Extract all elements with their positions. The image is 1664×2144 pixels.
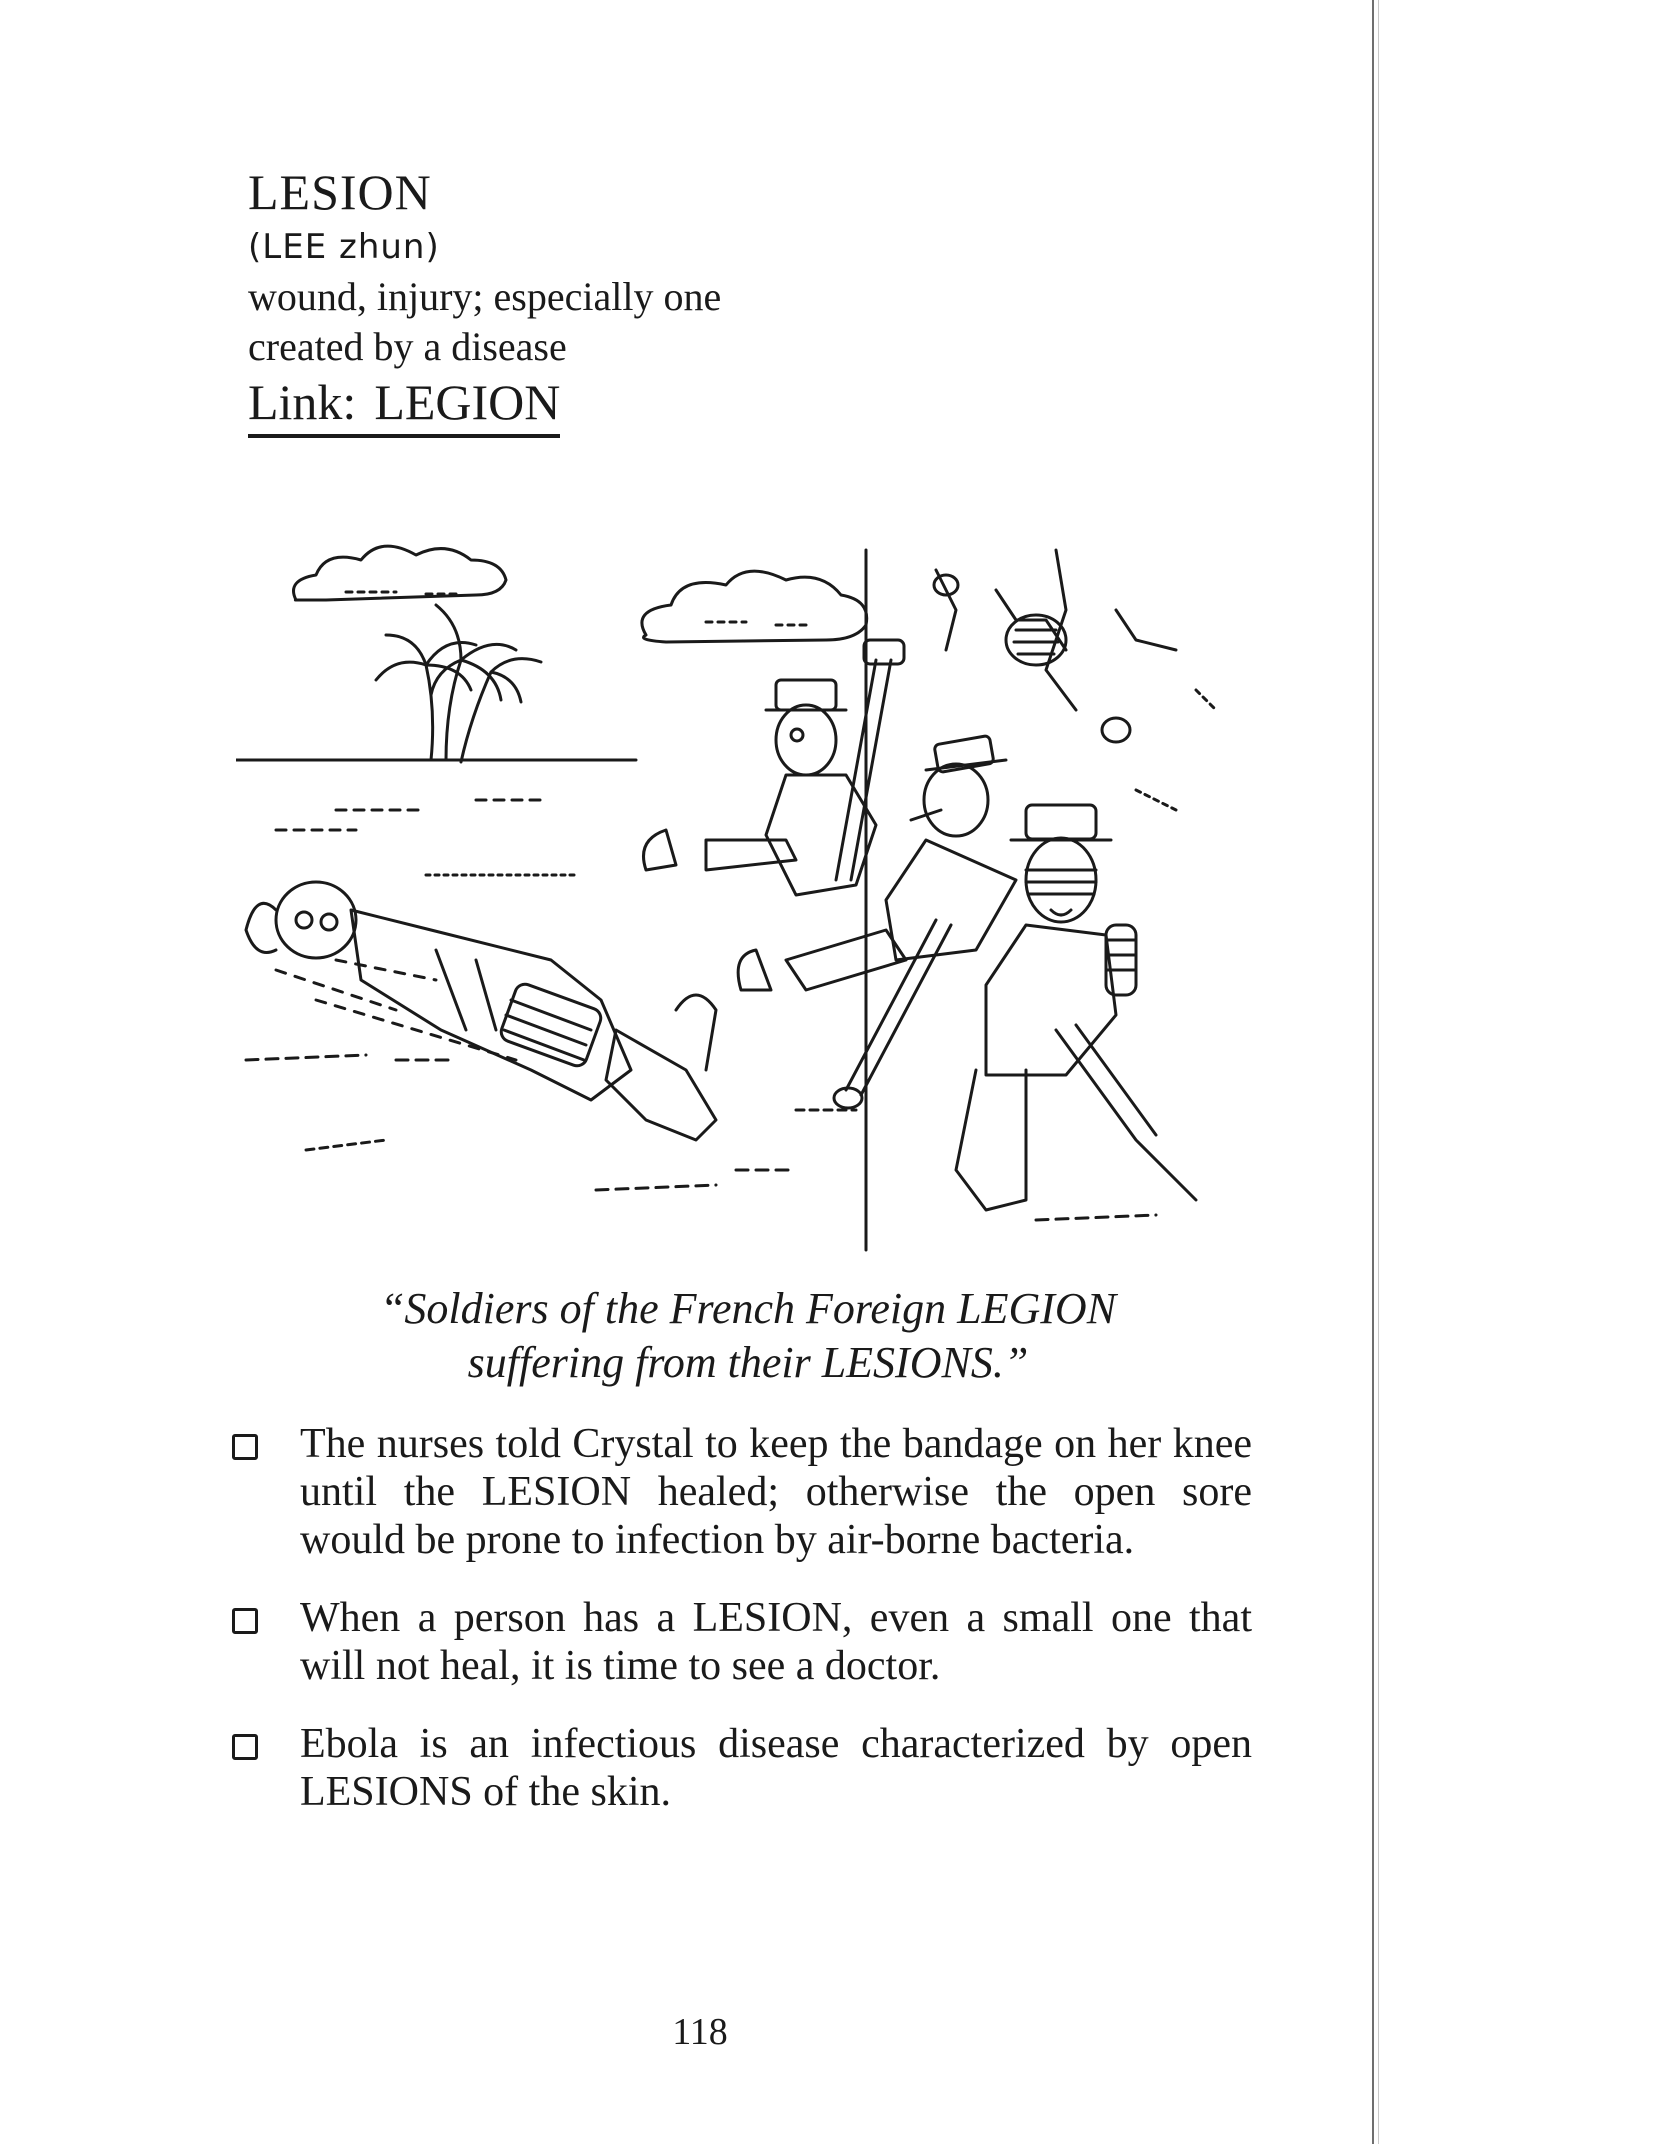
ground-marks: [246, 1055, 1156, 1220]
caption-line-2: suffering from their LESIONS.”: [467, 1338, 1029, 1387]
checkbox-icon: [232, 1608, 258, 1634]
cloud-right: [642, 571, 867, 642]
checkbox-icon: [232, 1434, 258, 1460]
palm-trees: [376, 605, 541, 762]
cracked-wall: [866, 550, 1216, 1250]
page-edge-line: [1372, 0, 1374, 2144]
link-word: LEGION: [374, 374, 561, 430]
horizon: [236, 760, 636, 875]
example-item: [232, 1420, 1252, 1564]
cloud-left: [294, 546, 507, 600]
page-edge-shadow: [1378, 0, 1379, 2144]
entry-header: [248, 162, 948, 438]
caption-line-1: “Soldiers of the French Foreign LEGION: [379, 1284, 1117, 1333]
soldier-bandaged: [956, 805, 1196, 1210]
cartoon-illustration: [236, 530, 1276, 1270]
entry-link: [248, 372, 560, 438]
link-label: Link:: [248, 374, 357, 430]
soldier-lying: [246, 882, 716, 1140]
entry-pronunciation: (LEE zhun): [248, 227, 440, 267]
example-sentences: [232, 1420, 1252, 1846]
example-text: Ebola is an infectious disease characterized by open LESIONS of the skin.: [300, 1721, 1252, 1815]
example-item: [232, 1594, 1252, 1690]
checkbox-icon: [232, 1734, 258, 1760]
page-number: 118: [672, 2011, 728, 2053]
example-item: [232, 1720, 1252, 1816]
entry-definition-line-1: wound, injury; especially one: [248, 274, 722, 319]
illustration-caption: [248, 1282, 1248, 1390]
entry-definition-line-2: created by a disease: [248, 324, 567, 369]
example-text: The nurses told Crystal to keep the bandage on her knee until the LESION healed; otherwise the open sore would be prone to infection by air-borne bacteria.: [300, 1421, 1252, 1563]
entry-word: LESION: [248, 164, 432, 220]
example-text: When a person has a LESION, even a small one that will not heal, it is time to see a doctor.: [300, 1595, 1252, 1689]
